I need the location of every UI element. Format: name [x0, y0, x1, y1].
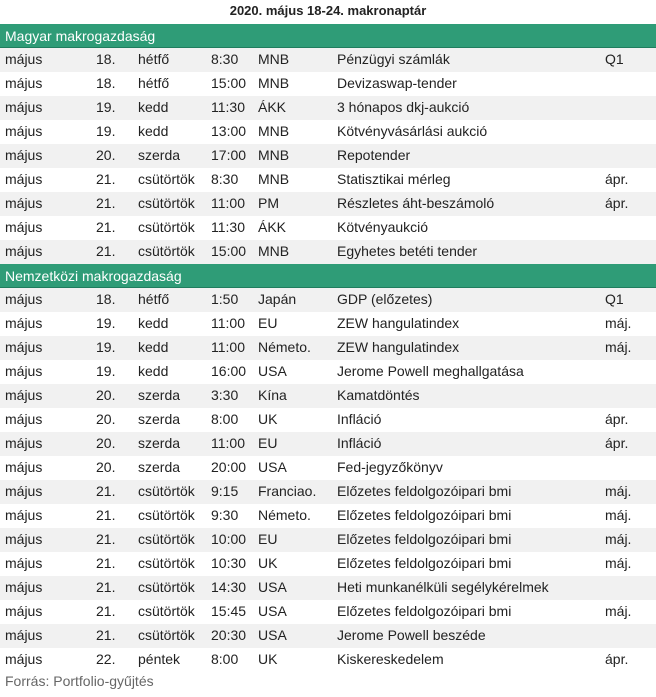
month-cell: május	[5, 219, 43, 235]
month-cell: május	[5, 99, 43, 115]
event-cell: ZEW hangulatindex	[337, 315, 460, 331]
month-cell: május	[5, 51, 43, 67]
time-cell: 9:30	[211, 507, 239, 523]
weekday-cell: csütörtök	[138, 531, 195, 547]
time-cell: 11:00	[211, 315, 245, 331]
day-cell: 21.	[96, 507, 116, 523]
weekday-cell: csütörtök	[138, 627, 195, 643]
month-cell: május	[5, 195, 43, 211]
event-cell: Repotender	[337, 147, 411, 163]
institution-cell: MNB	[258, 75, 290, 91]
month-cell: május	[5, 411, 43, 427]
day-cell: 20.	[96, 459, 116, 475]
period-cell: máj.	[605, 483, 632, 499]
day-cell: 19.	[96, 315, 116, 331]
day-cell: 22.	[96, 651, 116, 667]
institution-cell: MNB	[258, 147, 290, 163]
section-header: Nemzetközi makrogazdaság	[0, 264, 656, 288]
event-cell: Jerome Powell meghallgatása	[337, 363, 524, 379]
macro-calendar-table	[0, 24, 656, 672]
table-row	[0, 648, 656, 672]
period-cell: Q1	[605, 51, 624, 67]
weekday-cell: hétfő	[138, 75, 170, 91]
month-cell: május	[5, 651, 43, 667]
time-cell: 8:30	[211, 51, 239, 67]
weekday-cell: szerda	[138, 411, 181, 427]
institution-cell: ÁKK	[258, 99, 287, 115]
period-cell: ápr.	[605, 435, 629, 451]
weekday-cell: csütörtök	[138, 507, 195, 523]
event-cell: Részletes áht-beszámoló	[337, 195, 495, 211]
day-cell: 19.	[96, 363, 116, 379]
table-row	[0, 624, 656, 648]
day-cell: 18.	[96, 75, 116, 91]
day-cell: 21.	[96, 555, 116, 571]
period-cell: Q1	[605, 291, 624, 307]
table-row	[0, 144, 656, 168]
month-cell: május	[5, 459, 43, 475]
weekday-cell: csütörtök	[138, 243, 195, 259]
table-row	[0, 168, 656, 192]
day-cell: 19.	[96, 123, 116, 139]
time-cell: 8:30	[211, 171, 239, 187]
institution-cell: Kína	[258, 387, 287, 403]
institution-cell: USA	[258, 579, 287, 595]
day-cell: 21.	[96, 243, 116, 259]
institution-cell: MNB	[258, 171, 290, 187]
month-cell: május	[5, 555, 43, 571]
time-cell: 16:00	[211, 363, 247, 379]
event-cell: Kamatdöntés	[337, 387, 420, 403]
time-cell: 8:00	[211, 651, 239, 667]
period-cell: máj.	[605, 603, 632, 619]
month-cell: május	[5, 507, 43, 523]
table-row	[0, 480, 656, 504]
month-cell: május	[5, 123, 43, 139]
period-cell: máj.	[605, 339, 632, 355]
table-row	[0, 504, 656, 528]
weekday-cell: kedd	[138, 363, 169, 379]
period-cell: máj.	[605, 531, 632, 547]
event-cell: Előzetes feldolgozóipari bmi	[337, 507, 512, 523]
event-cell: Előzetes feldolgozóipari bmi	[337, 603, 512, 619]
month-cell: május	[5, 339, 43, 355]
time-cell: 9:15	[211, 483, 239, 499]
month-cell: május	[5, 627, 43, 643]
month-cell: május	[5, 75, 43, 91]
institution-cell: PM	[258, 195, 279, 211]
event-cell: ZEW hangulatindex	[337, 339, 460, 355]
institution-cell: Franciao.	[258, 483, 317, 499]
day-cell: 21.	[96, 603, 116, 619]
month-cell: május	[5, 579, 43, 595]
time-cell: 15:00	[211, 243, 247, 259]
event-cell: Infláció	[337, 435, 382, 451]
weekday-cell: péntek	[138, 651, 181, 667]
weekday-cell: kedd	[138, 315, 169, 331]
day-cell: 20.	[96, 387, 116, 403]
weekday-cell: szerda	[138, 147, 181, 163]
source-footer: Forrás: Portfolio-gyűjtés	[5, 673, 154, 689]
weekday-cell: kedd	[138, 339, 169, 355]
table-row	[0, 600, 656, 624]
weekday-cell: csütörtök	[138, 483, 195, 499]
table-row	[0, 72, 656, 96]
weekday-cell: szerda	[138, 387, 181, 403]
table-row	[0, 336, 656, 360]
day-cell: 20.	[96, 147, 116, 163]
month-cell: május	[5, 291, 43, 307]
institution-cell: MNB	[258, 51, 290, 67]
weekday-cell: csütörtök	[138, 603, 195, 619]
time-cell: 11:30	[211, 219, 245, 235]
day-cell: 21.	[96, 195, 116, 211]
weekday-cell: hétfő	[138, 51, 170, 67]
institution-cell: Németo.	[258, 339, 311, 355]
month-cell: május	[5, 603, 43, 619]
day-cell: 20.	[96, 411, 116, 427]
time-cell: 10:00	[211, 531, 247, 547]
time-cell: 1:50	[211, 291, 239, 307]
time-cell: 20:30	[211, 627, 247, 643]
table-row	[0, 216, 656, 240]
period-cell: ápr.	[605, 411, 629, 427]
weekday-cell: szerda	[138, 459, 181, 475]
table-row	[0, 48, 656, 72]
day-cell: 21.	[96, 171, 116, 187]
institution-cell: UK	[258, 555, 278, 571]
table-row	[0, 432, 656, 456]
institution-cell: USA	[258, 603, 287, 619]
section-header: Magyar makrogazdaság	[0, 24, 656, 48]
weekday-cell: csütörtök	[138, 195, 195, 211]
calendar-title: 2020. május 18-24. makronaptár	[229, 3, 427, 18]
event-cell: Kiskereskedelem	[337, 651, 444, 667]
time-cell: 17:00	[211, 147, 247, 163]
month-cell: május	[5, 147, 43, 163]
month-cell: május	[5, 315, 43, 331]
table-row	[0, 96, 656, 120]
institution-cell: USA	[258, 363, 287, 379]
table-row	[0, 120, 656, 144]
event-cell: Heti munkanélküli segélykérelmek	[337, 579, 549, 595]
event-cell: GDP (előzetes)	[337, 291, 433, 307]
time-cell: 11:30	[211, 99, 245, 115]
institution-cell: UK	[258, 651, 278, 667]
weekday-cell: csütörtök	[138, 171, 195, 187]
institution-cell: Japán	[258, 291, 297, 307]
weekday-cell: hétfő	[138, 291, 170, 307]
event-cell: Pénzügyi számlák	[337, 51, 450, 67]
period-cell: máj.	[605, 507, 632, 523]
institution-cell: EU	[258, 531, 278, 547]
day-cell: 18.	[96, 291, 116, 307]
period-cell: ápr.	[605, 651, 629, 667]
institution-cell: EU	[258, 315, 278, 331]
day-cell: 21.	[96, 579, 116, 595]
weekday-cell: szerda	[138, 435, 181, 451]
institution-cell: MNB	[258, 243, 290, 259]
weekday-cell: csütörtök	[138, 555, 195, 571]
time-cell: 15:00	[211, 75, 247, 91]
month-cell: május	[5, 363, 43, 379]
institution-cell: MNB	[258, 123, 290, 139]
day-cell: 20.	[96, 435, 116, 451]
period-cell: máj.	[605, 555, 632, 571]
day-cell: 19.	[96, 339, 116, 355]
table-row	[0, 576, 656, 600]
institution-cell: UK	[258, 411, 278, 427]
day-cell: 18.	[96, 51, 116, 67]
period-cell: máj.	[605, 315, 632, 331]
weekday-cell: kedd	[138, 99, 169, 115]
time-cell: 13:00	[211, 123, 247, 139]
day-cell: 21.	[96, 483, 116, 499]
institution-cell: Németo.	[258, 507, 311, 523]
event-cell: Egyhetes betéti tender	[337, 243, 478, 259]
event-cell: Előzetes feldolgozóipari bmi	[337, 483, 512, 499]
event-cell: Infláció	[337, 411, 382, 427]
event-cell: Statisztikai mérleg	[337, 171, 451, 187]
event-cell: Fed-jegyzőkönyv	[337, 459, 443, 475]
time-cell: 11:00	[211, 195, 245, 211]
table-row	[0, 552, 656, 576]
time-cell: 15:45	[211, 603, 247, 619]
time-cell: 14:30	[211, 579, 247, 595]
table-row	[0, 456, 656, 480]
table-row	[0, 408, 656, 432]
month-cell: május	[5, 171, 43, 187]
time-cell: 11:00	[211, 339, 245, 355]
institution-cell: USA	[258, 459, 287, 475]
institution-cell: ÁKK	[258, 219, 287, 235]
month-cell: május	[5, 483, 43, 499]
table-row	[0, 312, 656, 336]
weekday-cell: kedd	[138, 123, 169, 139]
event-cell: Kötvényaukció	[337, 219, 429, 235]
day-cell: 21.	[96, 531, 116, 547]
institution-cell: EU	[258, 435, 278, 451]
table-row	[0, 240, 656, 264]
event-cell: Kötvényvásárlási aukció	[337, 123, 488, 139]
weekday-cell: csütörtök	[138, 219, 195, 235]
month-cell: május	[5, 435, 43, 451]
event-cell: 3 hónapos dkj-aukció	[337, 99, 470, 115]
period-cell: ápr.	[605, 171, 629, 187]
event-cell: Devizaswap-tender	[337, 75, 457, 91]
period-cell: ápr.	[605, 195, 629, 211]
time-cell: 10:30	[211, 555, 247, 571]
event-cell: Előzetes feldolgozóipari bmi	[337, 555, 512, 571]
table-row	[0, 528, 656, 552]
event-cell: Jerome Powell beszéde	[337, 627, 486, 643]
event-cell: Előzetes feldolgozóipari bmi	[337, 531, 512, 547]
institution-cell: USA	[258, 627, 287, 643]
table-row	[0, 360, 656, 384]
time-cell: 20:00	[211, 459, 247, 475]
month-cell: május	[5, 243, 43, 259]
time-cell: 11:00	[211, 435, 245, 451]
day-cell: 19.	[96, 99, 116, 115]
month-cell: május	[5, 531, 43, 547]
weekday-cell: csütörtök	[138, 579, 195, 595]
time-cell: 8:00	[211, 411, 239, 427]
day-cell: 21.	[96, 219, 116, 235]
day-cell: 21.	[96, 627, 116, 643]
table-row	[0, 192, 656, 216]
month-cell: május	[5, 387, 43, 403]
time-cell: 3:30	[211, 387, 239, 403]
table-row	[0, 384, 656, 408]
table-row	[0, 288, 656, 312]
